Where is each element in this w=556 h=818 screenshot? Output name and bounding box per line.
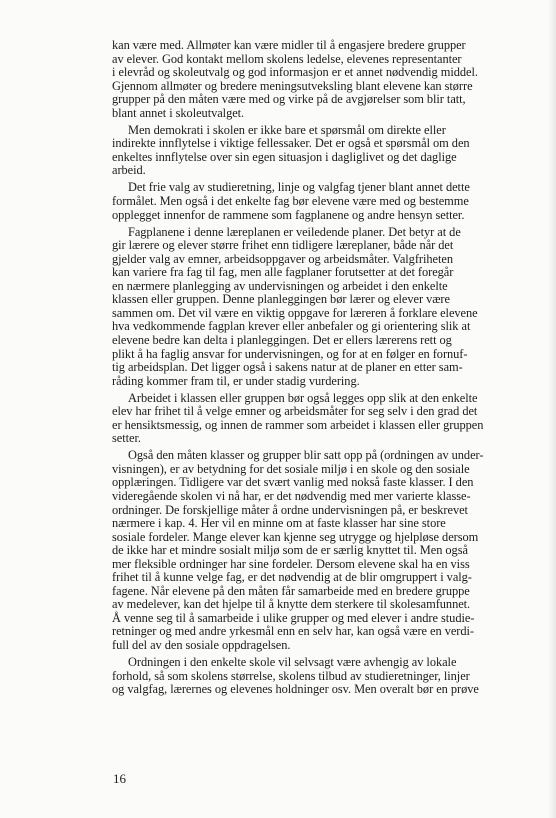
text-line: mer fleksible ordninger har sine fordeler. Dersom elevene skal ha en viss xyxy=(112,556,470,571)
paragraph xyxy=(112,226,530,389)
page-number: 16 xyxy=(113,771,126,786)
text-line: ordninger. De forskjellige måter å ordne undervisningen på, er beskrevet xyxy=(112,502,468,517)
text-line: Arbeidet i klassen eller gruppen bør også legges opp slik at den enkelte xyxy=(128,390,478,405)
text-line: klassen eller gruppen. Denne planleggingen bør lærer og elever være xyxy=(112,292,450,307)
paragraph xyxy=(112,124,530,178)
text-line: fagene. Når elevene på den måten får samarbeide med en bredere gruppe xyxy=(112,583,470,598)
text-line: av elever. God kontakt mellom skolens ledelse, elevenes representanter xyxy=(112,51,462,66)
paragraph xyxy=(112,656,530,697)
text-line: opplæringen. Tidligere var det svært vanlig med nokså faste klasser. I den xyxy=(112,475,474,490)
text-line: blant annet i skoleutvalget. xyxy=(112,105,245,120)
text-line: nærmere i kap. 4. Her vil en minne om at faste klasser har sine store xyxy=(112,516,446,531)
text-line: frihet til å kunne velge fag, er det nødvendig at de blir omgruppert i valg- xyxy=(112,570,472,585)
text-line: retninger og med andre yrkesmål enn en selv har, kan også være en verdi- xyxy=(112,624,474,639)
text-line: av medelever, kan det hjelpe til å knytte dem sterkere til skolesamfunnet. xyxy=(112,597,471,612)
text-line: videregående skolen vi nå har, er det nødvendig med mer varierte klasse- xyxy=(112,489,471,503)
text-line: i elevråd og skoleutvalg og god informasjon er et annet nødvendig middel. xyxy=(112,65,478,80)
text-line: arbeid. xyxy=(112,163,146,178)
text-line: grupper på den måten være med og virke på de avgjørelser som blir tatt, xyxy=(112,92,466,107)
text-line: og valgfag, lærernes og elevenes holdninger osv. Men overalt bør en prøve xyxy=(112,682,479,697)
text-line: elevene bedre kan delta i planleggingen. Det er ellers lærerens rett og xyxy=(112,332,452,347)
text-line: plikt å ha faglig ansvar for undervisningen, og for at en følger en fornuf- xyxy=(112,346,468,361)
text-line: elev har frihet til å velge emner og arbeidsmåter for seg selv i den grad det xyxy=(112,404,478,419)
text-line: formålet. Men også i det enkelte fag bør elevene være med og bestemme xyxy=(112,194,469,209)
text-line: forhold, så som skolens størrelse, skolens tilbud av studieretninger, linjer xyxy=(112,668,470,683)
text-line: opplegget innenfor de rammene som fagplanene og andre hensyn setter. xyxy=(112,207,465,222)
text-line: er hensiktsmessig, og innen de rammer som arbeidet i klassen eller gruppen xyxy=(112,417,484,432)
text-line: hva vedkommende fagplan krever eller anbefaler og gi orientering slik at xyxy=(112,319,471,334)
text-line: gir lærere og elever større frihet enn tidligere læreplaner, både når det xyxy=(112,238,454,253)
text-line: en nærmere planlegging av undervisningen og arbeidet i den enkelte xyxy=(112,278,448,293)
text-line: indirekte innflytelse i viktige fellessaker. Det er også et spørsmål om den xyxy=(112,136,470,151)
text-line: setter. xyxy=(112,431,141,446)
paragraph xyxy=(112,39,530,120)
text-line: full del av den sosiale oppdragelsen. xyxy=(112,638,291,653)
text-line: kan variere fra fag til fag, men alle fagplaner forutsetter at det foregår xyxy=(112,265,454,280)
text-line: Men demokrati i skolen er ikke bare et spørsmål om direkte eller xyxy=(128,122,446,137)
text-line: kan være med. Allmøter kan være midler til å engasjere bredere grupper xyxy=(112,38,466,52)
paragraph xyxy=(112,449,530,652)
text-line: Fagplanene i denne læreplanen er veiledende planer. Det betyr at de xyxy=(128,224,461,239)
text-line: de ikke har et mindre sosialt miljø som de er særlig knyttet til. Men også xyxy=(112,543,468,558)
text-line: gjelder valg av emner, arbeidsoppgaver og arbeidsmåter. Valgfriheten xyxy=(112,251,453,266)
text-line: sosiale fordeler. Mange elever kan kjenne seg utrygge og hjelpløse dersom xyxy=(112,529,479,544)
text-line: enkeltes innflytelse over sin egen situasjon i dagliglivet og det daglige xyxy=(112,149,457,164)
text-line: sammen om. Det vil være en viktig oppgave for læreren å forklare elevene xyxy=(112,305,478,320)
text-line: Gjennom allmøter og bredere meningsutveksling blant elevene kan større xyxy=(112,78,473,93)
body-text xyxy=(112,39,530,697)
text-line: råding kommer fram til, er under stadig vurdering. xyxy=(112,373,360,388)
paragraph xyxy=(112,181,530,222)
text-line: Ordningen i den enkelte skole vil selvsagt være avhengig av lokale xyxy=(128,655,457,670)
paragraph xyxy=(112,392,530,446)
text-line: visningen), er av betydning for det sosiale miljø i en skole og den sosiale xyxy=(112,461,470,476)
text-line: Det frie valg av studieretning, linje og valgfag tjener blant annet dette xyxy=(128,180,470,195)
text-line: Også den måten klasser og grupper blir satt opp på (ordningen av under- xyxy=(128,448,484,463)
text-line: Å venne seg til å samarbeide i ulike grupper og med elever i andre studie- xyxy=(112,610,475,625)
text-line: tig arbeidsplan. Det ligger også i sakens natur at de planer en etter sam- xyxy=(112,360,463,375)
